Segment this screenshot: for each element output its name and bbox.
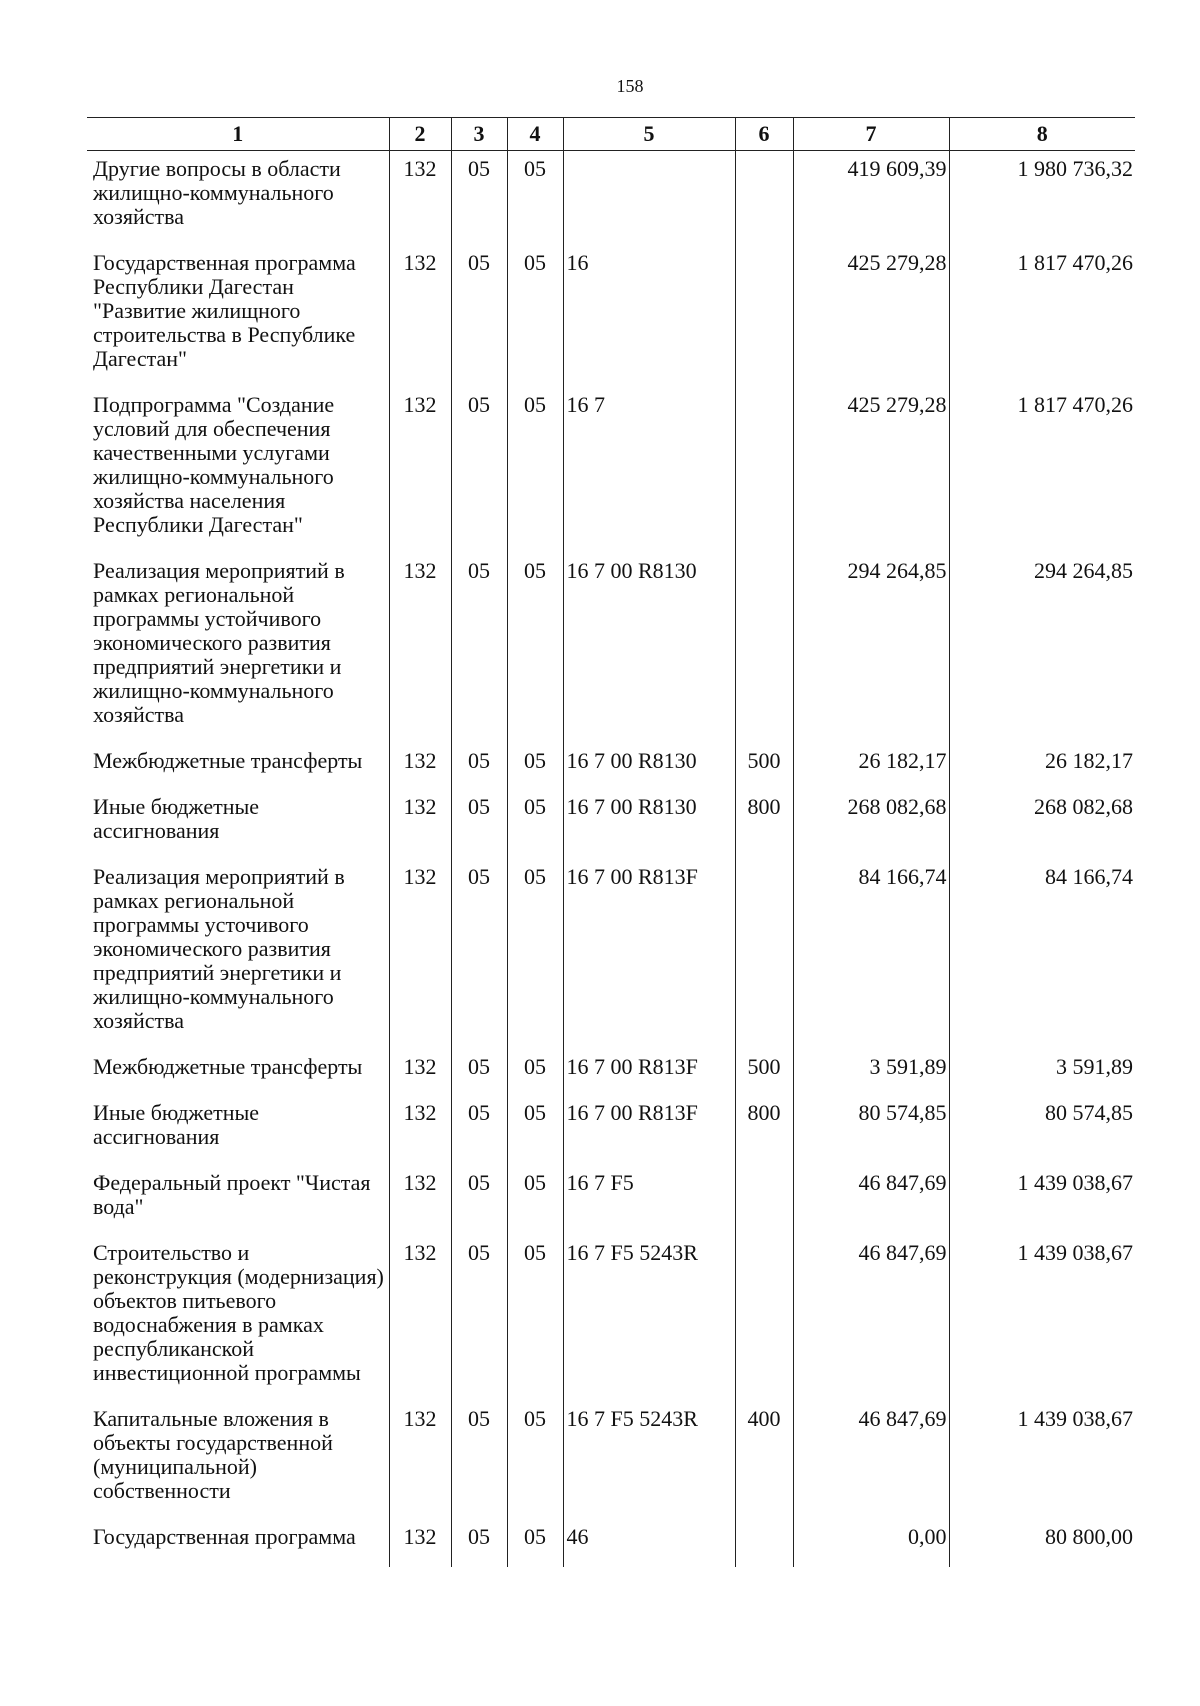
column-header: 7: [793, 118, 949, 151]
expense-type-cell: [735, 1519, 793, 1567]
table-row: [87, 553, 1135, 743]
amount-cell: 1 439 038,67: [949, 1235, 1135, 1401]
amount-cell: 46 847,69: [793, 1401, 949, 1519]
amount-cell: 1 980 736,32: [949, 151, 1135, 246]
table-row: [87, 387, 1135, 553]
amount-cell: 0,00: [793, 1519, 949, 1567]
row-name-cell: Строительство и реконструкция (модернизация) объектов питьевого водоснабжения в рамках республиканской инвестиционной программы: [87, 1235, 389, 1401]
subsection-code-cell: 05: [507, 789, 563, 859]
subsection-code-cell: 05: [507, 553, 563, 743]
target-item-cell: 16 7 00 R8130: [563, 789, 735, 859]
target-item-cell: 16: [563, 245, 735, 387]
row-name-cell: Реализация мероприятий в рамках региональной программы усточивого экономического развития предприятий энергетики и жилищно-коммунального хозяйства: [87, 859, 389, 1049]
amount-cell: 425 279,28: [793, 245, 949, 387]
table-body: [87, 151, 1135, 1568]
column-header: 2: [389, 118, 451, 151]
amount-cell: 1 817 470,26: [949, 387, 1135, 553]
amount-cell: 1 439 038,67: [949, 1401, 1135, 1519]
row-name-cell: Реализация мероприятий в рамках региональной программы устойчивого экономического развития предприятий энергетики и жилищно-коммунального хозяйства: [87, 553, 389, 743]
row-name-cell: Межбюджетные трансферты: [87, 1049, 389, 1095]
subsection-code-cell: 05: [507, 1519, 563, 1567]
amount-cell: 1 439 038,67: [949, 1165, 1135, 1235]
chapter-code-cell: 132: [389, 743, 451, 789]
table-row: [87, 743, 1135, 789]
target-item-cell: 16 7 F5 5243R: [563, 1401, 735, 1519]
amount-cell: 80 800,00: [949, 1519, 1135, 1567]
expense-type-cell: 500: [735, 1049, 793, 1095]
row-name-cell: Иные бюджетные ассигнования: [87, 1095, 389, 1165]
target-item-cell: 16 7 00 R8130: [563, 743, 735, 789]
target-item-cell: 16 7 00 R813F: [563, 1095, 735, 1165]
table-row: [87, 1095, 1135, 1165]
target-item-cell: 16 7 00 R8130: [563, 553, 735, 743]
subsection-code-cell: 05: [507, 245, 563, 387]
chapter-code-cell: 132: [389, 789, 451, 859]
section-code-cell: 05: [451, 789, 507, 859]
row-name-cell: Межбюджетные трансферты: [87, 743, 389, 789]
amount-cell: 80 574,85: [949, 1095, 1135, 1165]
section-code-cell: 05: [451, 1095, 507, 1165]
target-item-cell: 16 7 F5 5243R: [563, 1235, 735, 1401]
subsection-code-cell: 05: [507, 387, 563, 553]
subsection-code-cell: 05: [507, 859, 563, 1049]
amount-cell: 46 847,69: [793, 1235, 949, 1401]
amount-cell: 268 082,68: [793, 789, 949, 859]
section-code-cell: 05: [451, 151, 507, 246]
subsection-code-cell: 05: [507, 1235, 563, 1401]
column-header: 3: [451, 118, 507, 151]
row-name-cell: Государственная программа: [87, 1519, 389, 1567]
amount-cell: 26 182,17: [793, 743, 949, 789]
target-item-cell: 16 7 00 R813F: [563, 1049, 735, 1095]
expense-type-cell: 500: [735, 743, 793, 789]
chapter-code-cell: 132: [389, 859, 451, 1049]
table-row: [87, 1165, 1135, 1235]
section-code-cell: 05: [451, 553, 507, 743]
page-number: 158: [616, 76, 644, 96]
section-code-cell: 05: [451, 1401, 507, 1519]
table-row: [87, 1401, 1135, 1519]
target-item-cell: 16 7 00 R813F: [563, 859, 735, 1049]
section-code-cell: 05: [451, 1165, 507, 1235]
section-code-cell: 05: [451, 1235, 507, 1401]
chapter-code-cell: 132: [389, 151, 451, 246]
target-item-cell: [563, 151, 735, 246]
expense-type-cell: [735, 859, 793, 1049]
column-header: 4: [507, 118, 563, 151]
expense-type-cell: 800: [735, 1095, 793, 1165]
subsection-code-cell: 05: [507, 1165, 563, 1235]
amount-cell: 419 609,39: [793, 151, 949, 246]
target-item-cell: 46: [563, 1519, 735, 1567]
chapter-code-cell: 132: [389, 1095, 451, 1165]
column-header: 8: [949, 118, 1135, 151]
row-name-cell: Федеральный проект "Чистая вода": [87, 1165, 389, 1235]
expense-type-cell: [735, 245, 793, 387]
budget-table: [87, 117, 1135, 1567]
chapter-code-cell: 132: [389, 245, 451, 387]
header-row: [87, 118, 1135, 151]
row-name-cell: Капитальные вложения в объекты государственной (муниципальной) собственности: [87, 1401, 389, 1519]
amount-cell: 1 817 470,26: [949, 245, 1135, 387]
amount-cell: 3 591,89: [793, 1049, 949, 1095]
subsection-code-cell: 05: [507, 151, 563, 246]
amount-cell: 294 264,85: [949, 553, 1135, 743]
section-code-cell: 05: [451, 1519, 507, 1567]
table-row: [87, 245, 1135, 387]
subsection-code-cell: 05: [507, 743, 563, 789]
amount-cell: 46 847,69: [793, 1165, 949, 1235]
expense-type-cell: 800: [735, 789, 793, 859]
expense-type-cell: [735, 553, 793, 743]
expense-type-cell: [735, 1165, 793, 1235]
table-row: [87, 1235, 1135, 1401]
subsection-code-cell: 05: [507, 1401, 563, 1519]
column-header: 5: [563, 118, 735, 151]
row-name-cell: Другие вопросы в области жилищно-коммунального хозяйства: [87, 151, 389, 246]
row-name-cell: Государственная программа Республики Дагестан "Развитие жилищного строительства в Республике Дагестан": [87, 245, 389, 387]
section-code-cell: 05: [451, 743, 507, 789]
amount-cell: 294 264,85: [793, 553, 949, 743]
chapter-code-cell: 132: [389, 1401, 451, 1519]
expense-type-cell: [735, 151, 793, 246]
table-header: [87, 118, 1135, 151]
chapter-code-cell: 132: [389, 553, 451, 743]
amount-cell: 84 166,74: [793, 859, 949, 1049]
row-name-cell: Иные бюджетные ассигнования: [87, 789, 389, 859]
amount-cell: 268 082,68: [949, 789, 1135, 859]
target-item-cell: 16 7: [563, 387, 735, 553]
target-item-cell: 16 7 F5: [563, 1165, 735, 1235]
amount-cell: 26 182,17: [949, 743, 1135, 789]
table-row: [87, 859, 1135, 1049]
amount-cell: 3 591,89: [949, 1049, 1135, 1095]
expense-type-cell: [735, 1235, 793, 1401]
table-row: [87, 1049, 1135, 1095]
chapter-code-cell: 132: [389, 1049, 451, 1095]
section-code-cell: 05: [451, 859, 507, 1049]
row-name-cell: Подпрограмма "Создание условий для обеспечения качественными услугами жилищно-коммунального хозяйства населения Республики Дагестан": [87, 387, 389, 553]
amount-cell: 80 574,85: [793, 1095, 949, 1165]
chapter-code-cell: 132: [389, 1165, 451, 1235]
expense-type-cell: 400: [735, 1401, 793, 1519]
section-code-cell: 05: [451, 1049, 507, 1095]
subsection-code-cell: 05: [507, 1095, 563, 1165]
chapter-code-cell: 132: [389, 387, 451, 553]
section-code-cell: 05: [451, 387, 507, 553]
chapter-code-cell: 132: [389, 1519, 451, 1567]
table-row: [87, 1519, 1135, 1567]
amount-cell: 84 166,74: [949, 859, 1135, 1049]
table-row: [87, 151, 1135, 246]
table-row: [87, 789, 1135, 859]
chapter-code-cell: 132: [389, 1235, 451, 1401]
amount-cell: 425 279,28: [793, 387, 949, 553]
column-header: 6: [735, 118, 793, 151]
section-code-cell: 05: [451, 245, 507, 387]
expense-type-cell: [735, 387, 793, 553]
subsection-code-cell: 05: [507, 1049, 563, 1095]
column-header: 1: [87, 118, 389, 151]
